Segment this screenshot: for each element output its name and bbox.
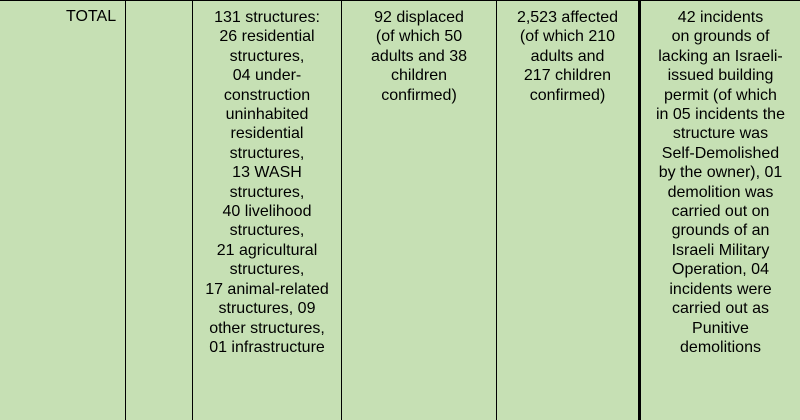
incidents-line: 42 incidents: [677, 9, 764, 26]
structures-line: other structures,: [209, 319, 325, 337]
displaced-cell: [342, 1, 497, 420]
structures-line: structures,: [229, 222, 305, 240]
incidents-line: in 05 incidents the: [656, 106, 785, 124]
displaced-line: confirmed): [381, 86, 457, 104]
incidents-line: carried out on: [671, 203, 770, 221]
structures-line: 40 livelihood: [222, 203, 312, 221]
displaced-text: [342, 1, 496, 105]
affected-line: adults and: [530, 47, 605, 65]
structures-line: structures,: [229, 261, 305, 279]
displaced-line: (of which 50: [375, 28, 463, 46]
structures-line: 21 agricultural: [216, 241, 318, 259]
structures-line: 04 under-: [232, 67, 302, 85]
incidents-line: incidents were: [669, 280, 772, 298]
incidents-line: Operation, 04: [672, 261, 769, 279]
incidents-line: issued building: [667, 67, 774, 85]
incidents-line: structure was: [672, 125, 769, 143]
structures-line: 26 residential: [219, 28, 315, 46]
structures-line: structures,: [229, 47, 305, 65]
incidents-text: [641, 1, 800, 357]
incidents-line: Self-Demolished: [661, 144, 780, 162]
incidents-cell: [641, 1, 800, 420]
affected-line: 2,523 affected: [516, 9, 619, 26]
structures-line: 01 infrastructure: [209, 338, 325, 356]
empty-cell: [126, 1, 193, 420]
structures-line: 17 animal-related: [205, 280, 329, 298]
structures-text: [193, 1, 341, 357]
affected-line: (of which 210: [519, 28, 616, 46]
displaced-line: adults and 38: [370, 47, 468, 65]
incidents-line: carried out as: [672, 300, 769, 318]
affected-line: confirmed): [529, 86, 606, 104]
incidents-line: Israeli Military: [671, 241, 770, 259]
affected-cell: [497, 1, 641, 420]
affected-line: 217 children: [523, 67, 612, 85]
affected-text: [497, 1, 638, 105]
structures-line: residential: [230, 125, 304, 143]
total-label-cell: [0, 1, 126, 420]
displaced-line: 92 displaced: [374, 9, 464, 26]
incidents-line: by the owner), 01: [658, 164, 783, 182]
structures-line: 13 WASH: [232, 164, 302, 182]
structures-line: structures,: [229, 144, 305, 162]
structures-line: structures,: [229, 183, 305, 201]
incidents-line: permit (of which: [664, 86, 777, 104]
structures-cell: [193, 1, 342, 420]
incidents-line: demolitions: [680, 338, 761, 356]
total-label: TOTAL: [66, 8, 117, 25]
displaced-line: children: [390, 67, 448, 85]
structures-line: uninhabited: [225, 106, 309, 124]
incidents-line: lacking an Israeli-: [658, 47, 783, 65]
incidents-line: on grounds of: [671, 28, 770, 46]
incidents-line: Punitive: [692, 319, 749, 337]
structures-line: construction: [223, 86, 311, 104]
incidents-line: grounds of an: [671, 222, 770, 240]
structures-line: 131 structures:: [214, 9, 320, 26]
structures-line: structures, 09: [218, 300, 316, 318]
incidents-line: demolition was: [667, 183, 774, 201]
